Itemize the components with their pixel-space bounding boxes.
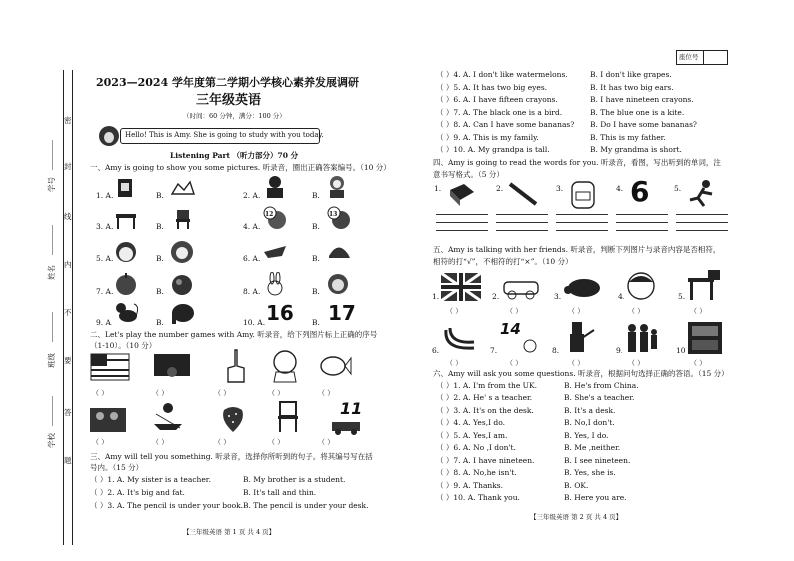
s5-num: 8. <box>552 346 560 355</box>
s5-num: 6. <box>432 346 440 355</box>
s6-option-b: B. Here you are. <box>564 493 627 502</box>
s5-num: 4. <box>618 292 626 301</box>
s4-num: 4. <box>616 184 624 193</box>
field-class: 班级 <box>47 353 56 368</box>
answer-paren[interactable]: （ ） <box>506 359 523 367</box>
digit-picture: 11 <box>340 399 363 418</box>
section3-prompt-line1: 三、Amy will tell you something. 听录音，选择你所听到的句子。将其编号写在括 <box>90 452 373 461</box>
section5-prompt-line1: 五、Amy is talking with her friends. 听录音，判断下列图片与录音内容是否相符， <box>433 245 721 254</box>
s6-option-b: B. Me ,neither. <box>564 443 621 452</box>
s5-num: 3. <box>554 292 562 301</box>
s3-option-a: （ ）1. A. My sister is a teacher. <box>90 475 211 484</box>
chair-icon <box>274 400 302 434</box>
girl-phone-icon <box>270 348 300 384</box>
digit-label: 12 <box>265 211 274 218</box>
s3-option-a: （ ）7. A. The black one is a bird. <box>436 108 563 117</box>
seal-char: 题 <box>64 456 72 465</box>
teacher-blackboard-icon <box>152 352 192 382</box>
apple-icon <box>114 272 138 296</box>
field-line <box>52 140 53 170</box>
field-line <box>52 225 53 255</box>
seal-char: 封 <box>64 162 72 171</box>
footer-page1: 【三年级英语 第 1 页 共 4 页】 <box>183 528 276 536</box>
seal-char: 密 <box>64 116 72 125</box>
s6-option-b: B. He's from China. <box>564 381 639 390</box>
seal-char: 答 <box>64 408 72 417</box>
cat-drawing-icon <box>170 178 196 198</box>
subject-title: 三年级英语 <box>196 93 262 108</box>
answer-paren[interactable]: （ ） <box>690 307 707 315</box>
answer-paren[interactable]: （ ） <box>152 389 169 397</box>
s6-option-b: B. She's a teacher. <box>564 393 635 402</box>
girl-face-icon <box>170 240 194 264</box>
section4-prompt-line2: 意书写格式。（5 分） <box>433 170 504 179</box>
s5-num: 7. <box>490 346 498 355</box>
section5-prompt-line2: 相符的打“√”，不相符的打“×”。（10 分） <box>433 257 573 266</box>
monkey-face-icon <box>326 272 350 296</box>
s6-option-a: （ ）3. A. It's on the desk. <box>436 406 534 415</box>
answer-paren[interactable]: （ ） <box>568 359 585 367</box>
s3-option-a: （ ）10. A. My grandpa is tall. <box>436 145 550 154</box>
s1-item-b: B. <box>312 287 320 296</box>
write-line[interactable] <box>496 214 548 215</box>
woman-icon <box>326 175 348 199</box>
digit-picture: 16 <box>266 301 294 325</box>
write-line[interactable] <box>676 230 728 231</box>
desk-chair-icon <box>686 268 722 302</box>
seal-char: 不 <box>64 308 72 317</box>
running-man-icon <box>686 178 718 210</box>
answer-paren[interactable]: （ ） <box>152 438 169 446</box>
s3-option-a: （ ）3. A. The pencil is under your book. <box>90 501 244 510</box>
seat-label: 座位号 <box>679 53 699 61</box>
pointing-man-icon <box>560 320 596 356</box>
field-name: 姓名 <box>47 265 56 280</box>
seat-number-box <box>676 50 728 65</box>
s1-item-b: B. <box>312 318 320 327</box>
rabbit-icon <box>264 272 286 296</box>
s6-option-a: （ ）5. A. Yes,I am. <box>436 431 508 440</box>
section6-prompt: 六、Amy will ask you some questions. 听录音，根据问句选择正确的答语。（15 分） <box>433 369 729 378</box>
answer-paren[interactable]: （ ） <box>628 359 645 367</box>
s3-option-a: （ ）8. A. Can I have some bananas? <box>436 120 575 129</box>
answer-paren[interactable]: （ ） <box>268 438 285 446</box>
answer-paren[interactable]: （ ） <box>690 359 707 367</box>
write-line[interactable] <box>436 230 488 231</box>
s6-option-a: （ ）10. A. Thank you. <box>436 493 520 502</box>
margin-line-inner <box>72 70 73 545</box>
boy-head-icon <box>624 270 658 302</box>
telephone-icon <box>115 176 135 198</box>
s3-option-b: B. This is my father. <box>590 133 666 142</box>
s6-option-a: （ ）6. A. No ,I don't. <box>436 443 516 452</box>
write-line[interactable] <box>556 222 608 223</box>
s3-option-b: B. The blue one is a kite. <box>590 108 685 117</box>
section4-prompt-line1: 四、Amy is going to read the words for you. 听录音，看图，写出听到的单词，注 <box>433 158 721 167</box>
write-line[interactable] <box>556 230 608 231</box>
amy-avatar <box>99 126 119 146</box>
seal-char: 内 <box>64 260 72 269</box>
s1-item-b: B. <box>312 222 320 231</box>
section3-prompt-line2: 号内。（15 分） <box>90 463 144 472</box>
s6-option-b: B. Yes, she is. <box>564 468 616 477</box>
s6-option-b: B. Yes, I do. <box>564 431 609 440</box>
s5-num: 10. <box>676 346 688 355</box>
s4-num: 2. <box>496 184 504 193</box>
s6-option-a: （ ）1. A. I'm from the UK. <box>436 381 537 390</box>
tortoise-icon <box>562 272 604 302</box>
answer-paren[interactable]: （ ） <box>446 307 463 315</box>
s1-item-b: B. <box>156 318 164 327</box>
s1-item-b: B. <box>156 287 164 296</box>
s3-option-b: B. It has two big ears. <box>590 83 674 92</box>
answer-paren[interactable]: （ ） <box>568 307 585 315</box>
answer-paren[interactable]: （ ） <box>318 438 335 446</box>
write-line[interactable] <box>676 222 728 223</box>
car-cartoon-icon <box>500 272 542 302</box>
s1-item-a: 10. A. <box>243 318 266 327</box>
write-line[interactable] <box>436 222 488 223</box>
s3-option-b: B. The pencil is under your desk. <box>243 501 369 510</box>
flag-uk-icon <box>440 272 482 302</box>
s6-option-a: （ ）2. A. He' s a teacher. <box>436 393 533 402</box>
answer-paren[interactable]: （ ） <box>268 389 285 397</box>
s6-option-a: （ ）4. A. Yes,I do. <box>436 418 505 427</box>
answer-paren[interactable]: （ ） <box>318 389 335 397</box>
peach-icon <box>170 272 194 296</box>
answer-paren[interactable]: （ ） <box>214 438 231 446</box>
s1-item-a: 8. A. <box>243 287 261 296</box>
man-icon <box>264 175 286 199</box>
s3-option-b: B. My brother is a student. <box>243 475 346 484</box>
s4-num: 3. <box>556 184 564 193</box>
s1-item-a: 9. A. <box>96 318 114 327</box>
answer-paren[interactable]: （ ） <box>92 438 109 446</box>
answer-paren[interactable]: （ ） <box>446 359 463 367</box>
classroom-icon <box>686 320 724 356</box>
flag-usa-icon <box>90 352 130 382</box>
answer-paren[interactable]: （ ） <box>506 307 523 315</box>
s3-option-b: B. My grandma is short. <box>590 145 682 154</box>
seat-divider <box>703 51 704 64</box>
s6-option-b: B. I see nineteen. <box>564 456 631 465</box>
s1-item-b: B. <box>312 191 320 200</box>
section2-prompt-line1: 二、Let's play the number games with Amy. 听录音，给下列图片标上正确的序号 <box>90 330 378 339</box>
pen-icon <box>506 180 542 210</box>
s3-option-b: B. I don't like grapes. <box>590 70 672 79</box>
listening-heading: Listening Part （听力部分）70 分 <box>170 151 299 160</box>
intro-box <box>120 128 324 144</box>
car-icon <box>330 418 362 436</box>
write-line[interactable] <box>616 222 668 223</box>
answer-paren[interactable]: （ ） <box>628 307 645 315</box>
s5-num: 1. <box>432 292 440 301</box>
digit-picture: 6 <box>630 175 650 208</box>
digit-label: 13 <box>329 211 338 218</box>
write-line[interactable] <box>496 222 548 223</box>
rowing-boat-icon <box>150 400 186 434</box>
cap-icon <box>326 240 352 262</box>
s1-item-b: B. <box>156 222 164 231</box>
exam-info: （时间：60 分钟，满分：100 分） <box>183 112 286 120</box>
write-line[interactable] <box>616 230 668 231</box>
write-line[interactable] <box>616 214 668 215</box>
chair-icon <box>172 208 194 230</box>
boat-icon <box>262 240 288 262</box>
answer-paren[interactable]: （ ） <box>214 389 231 397</box>
s1-item-a: 4. A. <box>243 222 261 231</box>
desk-icon <box>114 210 138 230</box>
s1-item-b: B. <box>312 254 320 263</box>
write-line[interactable] <box>676 214 728 215</box>
write-line[interactable] <box>496 230 548 231</box>
field-school: 学校 <box>47 433 56 448</box>
s3-option-a: （ ）5. A. It has two big eyes. <box>436 83 548 92</box>
exam-title: 2023—2024 学年度第二学期小学核心素养发展调研 <box>96 76 360 89</box>
s1-item-a: 7. A. <box>96 287 114 296</box>
family-group-icon <box>622 320 662 356</box>
digit-picture: 17 <box>328 301 356 325</box>
book-icon <box>446 180 476 210</box>
s3-option-b: B. Do I have some bananas? <box>590 120 697 129</box>
s3-option-b: B. It's tall and thin. <box>243 488 317 497</box>
s6-option-b: B. OK. <box>564 481 589 490</box>
field-line <box>52 396 53 426</box>
s1-item-a: 2. A. <box>243 191 261 200</box>
s3-option-a: （ ）2. A. It's big and fat. <box>90 488 185 497</box>
monkey-icon <box>112 300 140 326</box>
s6-option-b: B. It's a desk. <box>564 406 616 415</box>
seal-char: 线 <box>64 212 72 221</box>
s3-option-a: （ ）6. A. I have fifteen crayons. <box>436 95 558 104</box>
s5-num: 5. <box>678 292 686 301</box>
write-line[interactable] <box>436 214 488 215</box>
s1-item-b: B. <box>156 254 164 263</box>
backpack-icon <box>568 176 598 210</box>
fish-icon <box>318 350 352 382</box>
digit-picture: 14 <box>500 320 521 338</box>
s3-option-a: （ ）4. A. I don't like watermelons. <box>436 70 568 79</box>
s6-option-a: （ ）9. A. Thanks. <box>436 481 504 490</box>
boy-face-icon <box>114 240 138 264</box>
s3-option-a: （ ）9. A. This is my family. <box>436 133 539 142</box>
s1-item-a: 3. A. <box>96 222 114 231</box>
s3-option-b: B. I have nineteen crayons. <box>590 95 694 104</box>
s1-item-a: 1. A. <box>96 191 114 200</box>
section2-prompt-line2: （1-10）。（10 分） <box>90 341 157 350</box>
s6-option-a: （ ）7. A. I have nineteen. <box>436 456 535 465</box>
s1-item-b: B. <box>156 191 164 200</box>
elephant-icon <box>168 300 196 326</box>
footer-page2: 【三年级英语 第 2 页 共 4 页】 <box>530 513 623 521</box>
s5-num: 9. <box>616 346 624 355</box>
s6-option-a: （ ）8. A. No,he isn't. <box>436 468 517 477</box>
write-line[interactable] <box>556 214 608 215</box>
s4-num: 5. <box>674 184 682 193</box>
field-student-id: 学号 <box>47 177 56 192</box>
section1-prompt: 一、Amy is going to show you some pictures. 听录音，圈出正确答案编号。（10 分） <box>90 163 391 172</box>
s6-option-b: B. No,I don't. <box>564 418 615 427</box>
giraffe-icon <box>222 348 248 384</box>
bananas-icon <box>440 322 480 356</box>
s1-item-a: 5. A. <box>96 254 114 263</box>
s4-num: 1. <box>434 184 442 193</box>
family-icon <box>88 402 128 434</box>
s1-item-a: 6. A. <box>243 254 261 263</box>
s5-num: 2. <box>492 292 500 301</box>
intro-text: Hello! This is Amy. She is going to study with you today. <box>125 131 324 139</box>
answer-paren[interactable]: （ ） <box>92 389 109 397</box>
seal-char: 要 <box>64 356 72 365</box>
field-line <box>52 312 53 342</box>
strawberry-icon <box>218 402 248 434</box>
